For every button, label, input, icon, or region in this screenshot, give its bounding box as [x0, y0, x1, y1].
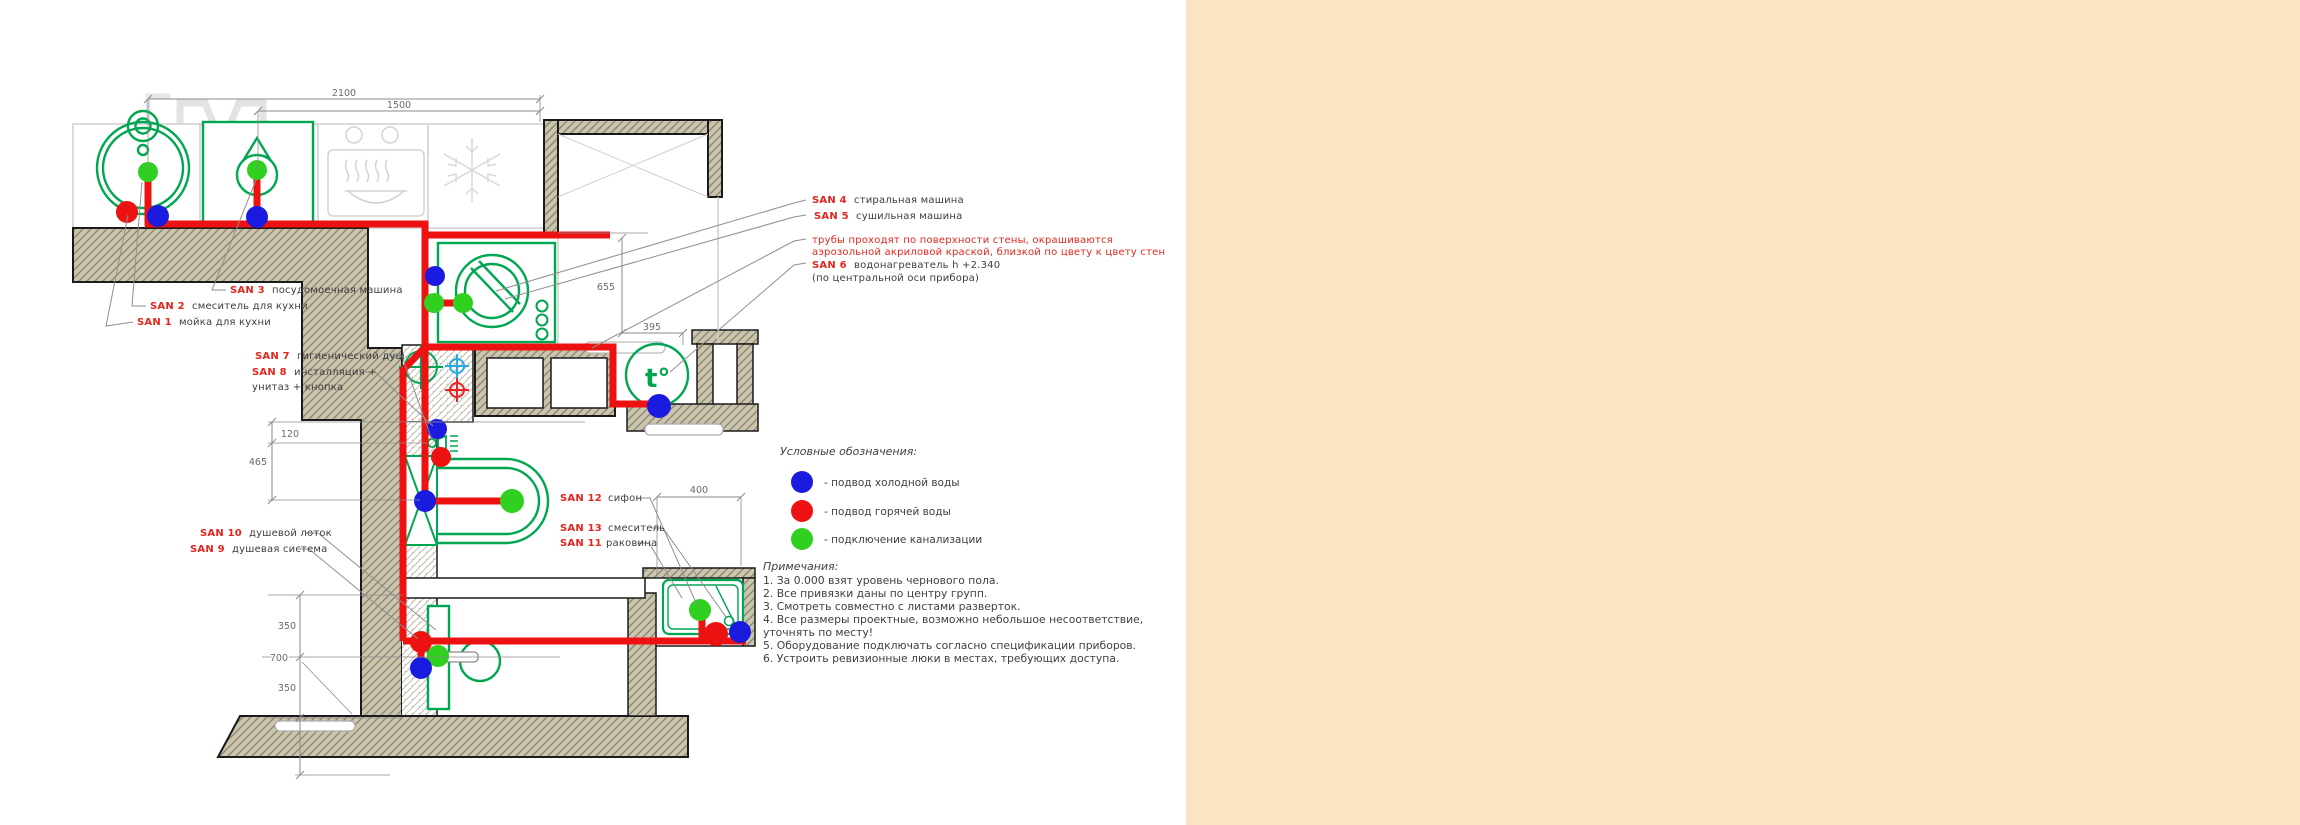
legend-cold-label: - подвод холодной воды [824, 477, 960, 489]
san9-desc: душевая система [232, 544, 328, 555]
san6-desc-line2: (по центральной оси прибора) [812, 273, 980, 284]
note-4b: уточнять по месту! [763, 626, 874, 639]
san7-code: SAN 7 [255, 351, 290, 362]
notes [763, 560, 1143, 665]
pipe-note-line2: аэрозольной акриловой краской, близкой по цвету к цвету стен [812, 247, 1166, 258]
san6-code: SAN 6 [812, 260, 847, 271]
dim-700: 700 [269, 653, 288, 664]
legend-sewage-dot-icon [791, 528, 813, 550]
door-threshold-2 [645, 424, 723, 435]
dim-1500: 1500 [386, 100, 412, 111]
legend-sewage-label: - подключение канализации [824, 534, 983, 546]
pipe-note-line1: трубы проходят по поверхности стены, окрашиваются [812, 235, 1113, 246]
dim-400: 400 [689, 485, 709, 496]
legend-title: Условные обозначения: [780, 445, 918, 458]
dim-465: 465 [248, 457, 267, 468]
dim-395: 395 [642, 322, 662, 333]
san5-code: SAN 5 [814, 211, 849, 222]
note-6: 6. Устроить ревизионные люки в местах, требующих доступа. [763, 652, 1120, 665]
san4-code: SAN 4 [812, 195, 847, 206]
dim-350a: 350 [277, 621, 296, 632]
slab-sill [275, 721, 355, 731]
san5-desc: сушильная машина [856, 211, 963, 222]
san10-desc: душевой лоток [249, 528, 332, 539]
right-panel [1186, 0, 2300, 825]
san2-desc: смеситель для кухни [192, 301, 308, 312]
dim-350b: 350 [277, 683, 296, 694]
san8-code: SAN 8 [252, 367, 287, 378]
san2-code: SAN 2 [150, 301, 185, 312]
note-4: 4. Все размеры проектные, возможно небольшое несоответствие, [763, 613, 1144, 626]
niche-wall [544, 120, 722, 233]
san13-desc: смеситель [608, 523, 666, 534]
water-heater-symbol: t° [645, 364, 671, 394]
san11-code: SAN 11 [560, 538, 602, 549]
note-2: 2. Все привязки даны по центру групп. [763, 587, 988, 600]
san12-code: SAN 12 [560, 493, 602, 504]
bath-partition [403, 578, 645, 598]
dim-2100: 2100 [331, 88, 357, 99]
san9-code: SAN 9 [190, 544, 225, 555]
notes-title: Примечания: [763, 560, 839, 573]
san8-desc-line2: унитаз + кнопка [252, 382, 344, 393]
san1-desc: мойка для кухни [179, 317, 271, 328]
dim-655: 655 [596, 282, 615, 293]
san12-desc: сифон [608, 493, 643, 504]
san3-desc: посудомоечная машина [272, 285, 403, 296]
san4-desc: стиральная машина [854, 195, 964, 206]
san6-desc: водонагреватель h +2.340 [854, 260, 1001, 271]
legend [780, 445, 982, 550]
legend-hot-dot-icon [791, 500, 813, 522]
niche-cross [558, 134, 708, 197]
san10-code: SAN 10 [200, 528, 242, 539]
dim-120: 120 [280, 429, 300, 440]
san8-desc: инсталляция + [294, 367, 377, 378]
wall-niche-2 [551, 358, 607, 408]
san13-code: SAN 13 [560, 523, 602, 534]
note-5: 5. Оборудование подключать согласно спецификации приборов. [763, 639, 1137, 652]
san7-desc: гигиенический душ [297, 351, 405, 362]
san11-desc: раковина [606, 538, 658, 549]
note-3: 3. Смотреть совместно с листами разверток. [763, 600, 1021, 613]
note-1: 1. За 0.000 взят уровень чернового пола. [763, 574, 999, 587]
legend-hot-label: - подвод горячей воды [824, 506, 951, 518]
wall-niche-1 [487, 358, 543, 408]
legend-cold-dot-icon [791, 471, 813, 493]
san3-code: SAN 3 [230, 285, 265, 296]
washing-machine [438, 243, 555, 342]
san1-code: SAN 1 [137, 317, 172, 328]
